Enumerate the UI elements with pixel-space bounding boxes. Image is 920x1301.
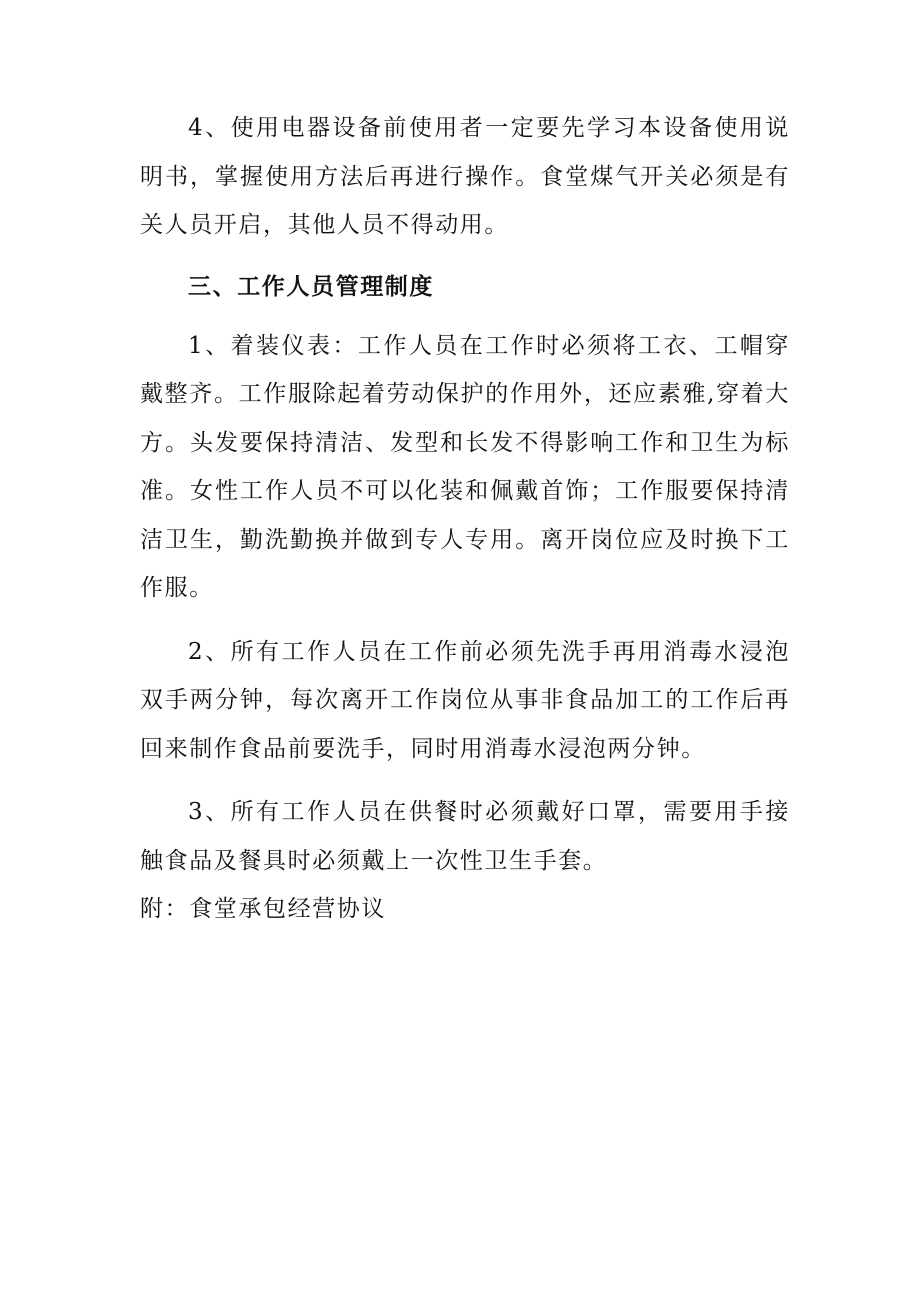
paragraph-item-3-masks: 3、所有工作人员在供餐时必须戴好口罩，需要用手接触食品及餐具时必须戴上一次性卫生手套。 xyxy=(140,799,790,874)
paragraph-item-4: 4、使用电器设备前使用者一定要先学习本设备使用说明书，掌握使用方法后再进行操作。食堂煤气开关必须是有关人员开启，其他人员不得动用。 xyxy=(140,115,790,238)
appendix-note: 附：食堂承包经营协议 xyxy=(140,896,386,922)
section-heading-staff-management: 三、工作人员管理制度 xyxy=(188,272,434,300)
document-body xyxy=(140,104,790,933)
paragraph-item-2-handwashing: 2、所有工作人员在工作前必须先洗手再用消毒水浸泡双手两分钟，每次离开工作岗位从事非食品加工的工作后再回来制作食品前要洗手，同时用消毒水浸泡两分钟。 xyxy=(140,638,790,762)
paragraph-item-1-dress: 1、着装仪表：工作人员在工作时必须将工衣、工帽穿戴整齐。工作服除起着劳动保护的作用外，还应素雅,穿着大方。头发要保持清洁、发型和长发不得影响工作和卫生为标准。女性工作人员不可以化装和佩戴首饰；工作服要保持清洁卫生，勤洗勤换并做到专人专用。离开岗位应及时换下工作服。 xyxy=(140,332,790,601)
